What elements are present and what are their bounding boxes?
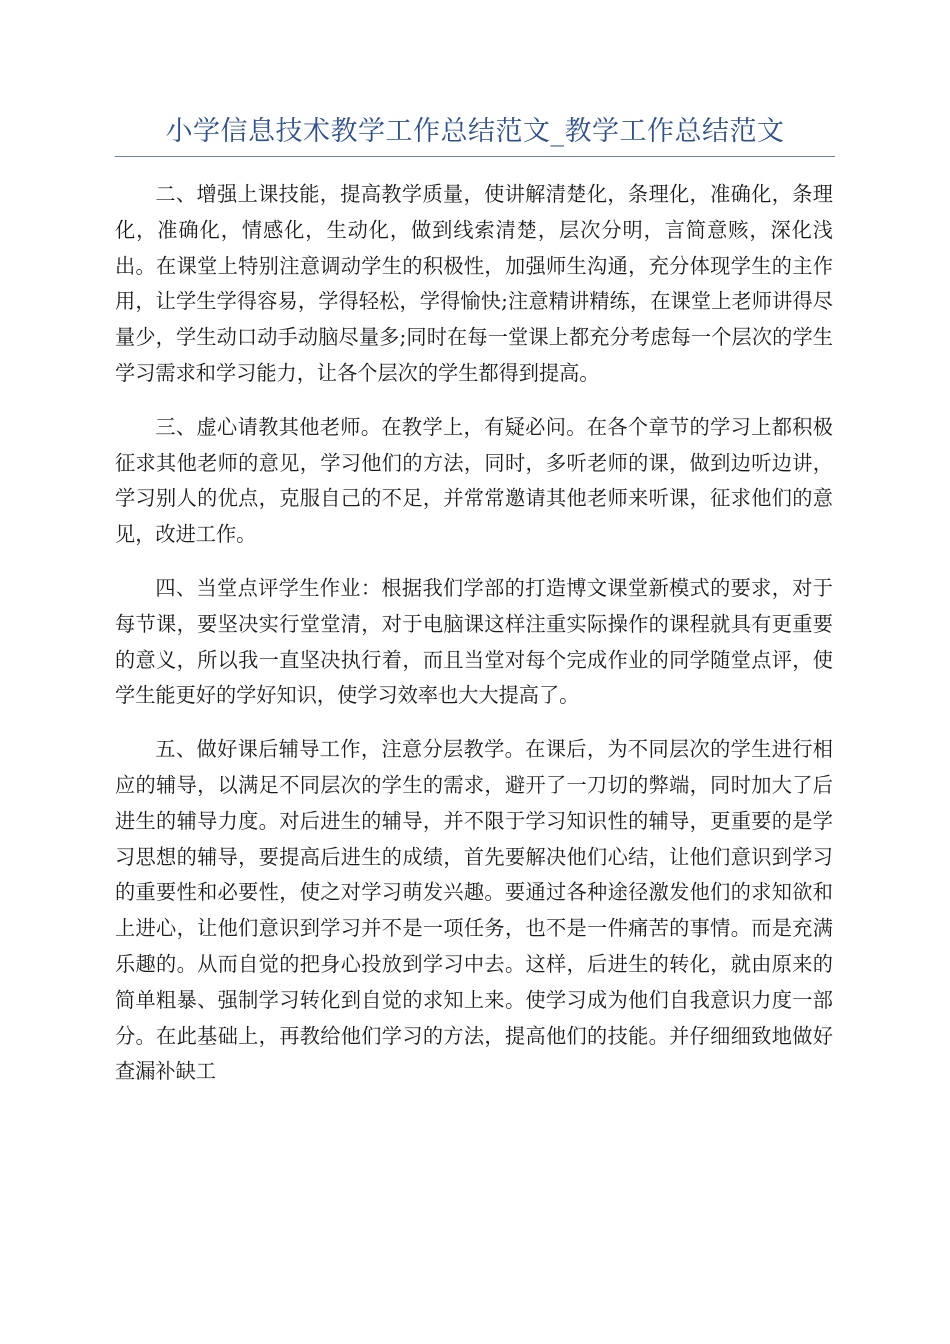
document-body [115,177,833,1108]
page-title: 小学信息技术教学工作总结范文_教学工作总结范文 [165,116,785,147]
paragraph-3: 三、虚心请教其他老师。在教学上，有疑必问。在各个章节的学习上都积极征求其他老师的意见，学习他们的方法，同时，多听老师的课，做到边听边讲，学习别人的优点，克服自己的不足，并常常邀请其他老师来听课，征求他们的意见，改进工作。 [115,414,833,547]
paragraph-2: 二、增强上课技能，提高教学质量，使讲解清楚化，条理化，准确化，条理化，准确化，情感化，生动化，做到线索清楚，层次分明，言简意赅，深化浅出。在课堂上特别注意调动学生的积极性，加强师生沟通，充分体现学生的主作用，让学生学得容易，学得轻松，学得愉快;注意精讲精练，在课堂上老师讲得尽量少，学生动口动手动脑尽量多;同时在每一堂课上都充分考虑每一个层次的学生学习需求和学习能力，让各个层次的学生都得到提高。 [115,182,833,385]
title-block [115,112,835,157]
paragraph-4: 四、当堂点评学生作业：根据我们学部的打造博文课堂新模式的要求，对于每节课，要坚决实行堂堂清，对于电脑课这样注重实际操作的课程就具有更重要的意义，所以我一直坚决执行着，而且当堂对每个完成作业的同学随堂点评，使学生能更好的学好知识，使学习效率也大大提高了。 [115,575,833,708]
paragraph-5: 五、做好课后辅导工作，注意分层教学。在课后，为不同层次的学生进行相应的辅导，以满足不同层次的学生的需求，避开了一刀切的弊端，同时加大了后进生的辅导力度。对后进生的辅导，并不限于学习知识性的辅导，更重要的是学习思想的辅导，要提高后进生的成绩，首先要解决他们心结，让他们意识到学习的重要性和必要性，使之对学习萌发兴趣。要通过各种途径激发他们的求知欲和上进心，让他们意识到学习并不是一项任务，也不是一件痛苦的事情。而是充满乐趣的。从而自觉的把身心投放到学习中去。这样，后进生的转化，就由原来的简单粗暴、强制学习转化到自觉的求知上来。使学习成为他们自我意识力度一部分。在此基础上，再教给他们学习的方法，提高他们的技能。并仔细细致地做好查漏补缺工 [115,737,833,1084]
